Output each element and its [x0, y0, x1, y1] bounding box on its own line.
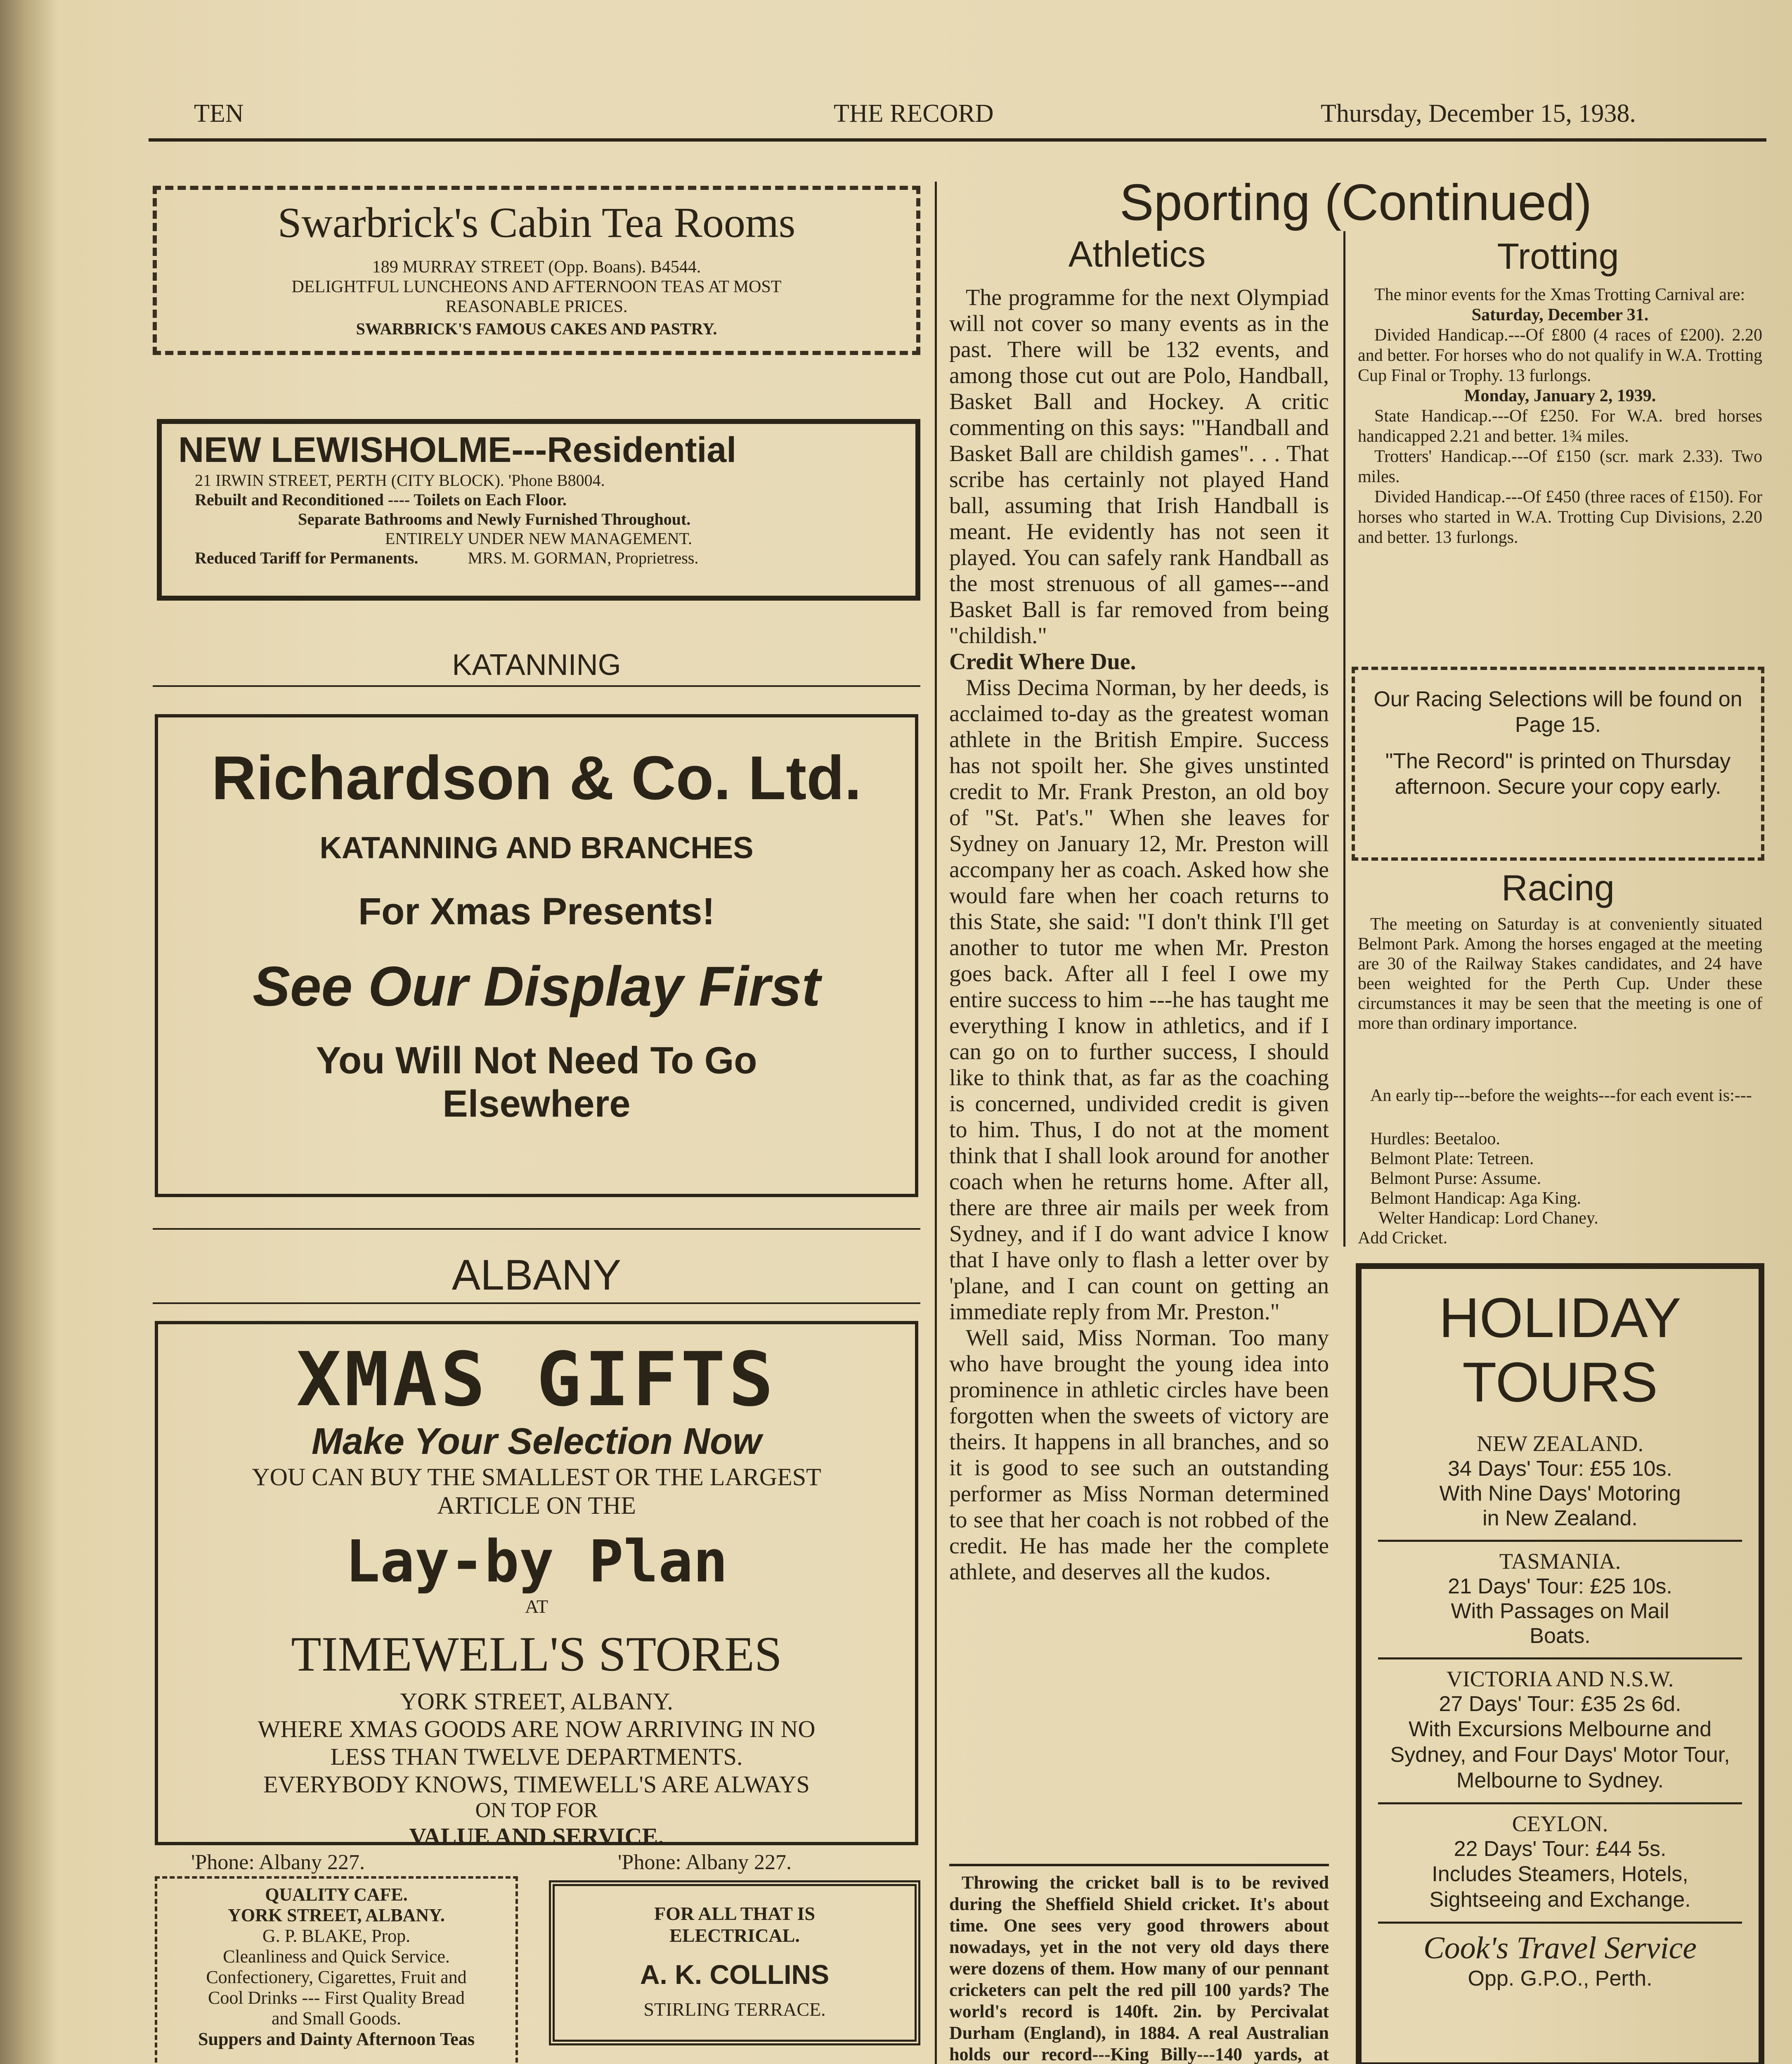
quality-cafe-ad — [155, 1876, 518, 2064]
cricket-paragraph: Throwing the cricket ball is to be revived during the Sheffield Shield cricket. It's about time. One sees very good throwers about nowadays, yet in the not very old days there were dozens of them. How many of our pennant cricketers can pelt the red pill 100 yards? The world's record is 140ft. 2in. by Percivalat Durham (England), in 1884. A real Australian holds our record---King Billy---140 yards, at — [949, 1872, 1329, 2064]
albany-heading: ALBANY — [452, 1251, 622, 1299]
credit-paragraph-1: Miss Decima Norman, by her deeds, is acclaimed to-day as the greatest woman athlete in the British Empire. Success has not spoilt her. She gives unstinted credit to Mr. Frank Preston, an old boy of "St. Pat's." When she leaves for Sydney on January 12, Mr. Preston will accompany her as coach. Asked how she would fare when her coach returns to this State, she said: "I don't think I'll get another to tutor me when Mr. Preston goes back. After all I feel I owe my entire success to him ---he has taught me everything I know in athletics, and if I can go on to further success, I should like to think that, as far as the coaching is concerned, undivided credit is given to him. Thus, I do not at the moment think that I shall look around for another coach when he returns home. After all, there are three air mails per week from Sydney, and if I do want advice I know that I have only to flash a letter over by 'plane, and I can count on getting an immediate reply from Mr. Preston." — [949, 675, 1329, 1325]
richardson-branches: KATANNING AND BRANCHES — [319, 831, 754, 865]
timewell-l4: LESS THAN TWELVE DEPARTMENTS. — [330, 1743, 743, 1770]
holiday-nz: NEW ZEALAND. — [1477, 1431, 1643, 1456]
timewell-l3: WHERE XMAS GOODS ARE NOW ARRIVING IN NO — [258, 1716, 816, 1742]
albany-rule-top — [153, 1228, 920, 1230]
quality-l8: Suppers and Dainty Afternoon Teas — [198, 2029, 475, 2049]
richardson-line1: You Will Not Need To Go — [316, 1039, 757, 1082]
swarbrick-title: Swarbrick's Cabin Tea Rooms — [277, 199, 796, 246]
credit-paragraph-2: Well said, Miss Norman. Too many who have brought the young idea into prominence in athletic circles have been forgotten when the sweets of victory are theirs. It happens in all branches, and so it is good to see such an outstanding performer as Miss Norman determined to see that her coach is not robbed of the credit. He has made her the complete athlete, and deserves all the kudos. — [949, 1325, 1329, 1585]
collins-l1: FOR ALL THAT IS — [654, 1903, 815, 1924]
selections-l2: "The Record" is printed on Thursday afternoon. Secure your copy early. — [1385, 749, 1731, 799]
timewell-line2: ARTICLE ON THE — [437, 1492, 636, 1519]
holiday-ceylon: CEYLON. — [1512, 1811, 1608, 1836]
holiday-vic-1: 27 Days' Tour: £35 2s 6d. — [1439, 1692, 1681, 1716]
holiday-vic: VICTORIA AND N.S.W. — [1446, 1666, 1674, 1691]
holiday-tas-3: Boats. — [1530, 1624, 1591, 1648]
racing-item: Belmont Purse: Assume. — [1370, 1169, 1541, 1188]
collins-l2: ELECTRICAL. — [669, 1925, 800, 1946]
trotting-date-2: Monday, January 2, 1939. — [1464, 386, 1656, 405]
lewisholme-title: NEW LEWISHOLME---Residential — [178, 430, 737, 470]
richardson-ad — [155, 714, 918, 1197]
timewell-layby: Lay-by Plan — [345, 1528, 728, 1595]
quality-l6: Cool Drinks --- First Quality Bread — [208, 1988, 465, 2008]
collins-l3: A. K. COLLINS — [640, 1959, 830, 1990]
holiday-nz-1: 34 Days' Tour: £55 10s. — [1448, 1457, 1672, 1481]
header-rule — [149, 138, 1766, 142]
racing-item: Belmont Handicap: Aga King. — [1370, 1189, 1581, 1208]
racing-item: Belmont Plate: Tetreen. — [1370, 1149, 1534, 1168]
racing-paragraph: The meeting on Saturday is at conveniently situated Belmont Park. Among the horses engaged at the meeting are 30 of the Railway Stakes candidates, and 24 have been weighted for the Perth Cup. Under these circumstances it may be seen that the meeting is one of more than ordinary importance. — [1358, 915, 1762, 1033]
swarbrick-ad — [153, 186, 920, 355]
timewell-street: YORK STREET, ALBANY. — [400, 1688, 673, 1715]
quality-l5: Confectionery, Cigarettes, Fruit and — [206, 1967, 467, 1987]
holiday-ceylon-2: Includes Steamers, Hotels, Sightseeing and Exchange. — [1429, 1862, 1691, 1912]
column-divider-left — [935, 182, 937, 2064]
trotting-event-4: Divided Handicap.---Of £450 (three races of £150). For horses who started in W.A. Trotting Cup Divisions, 2.20 and better. 13 furlongs. — [1358, 488, 1762, 547]
trotting-column — [1358, 285, 1762, 548]
trotting-event-2: State Handicap.---Of £250. For W.A. bred horses handicapped 2.21 and better. 1¾ miles. — [1358, 407, 1762, 446]
credit-heading: Credit Where Due. — [949, 649, 1136, 675]
lewisholme-tariff: Reduced Tariff for Permanents. — [195, 549, 418, 567]
swarbrick-line3: REASONABLE PRICES. — [445, 297, 628, 316]
holiday-ceylon-1: 22 Days' Tour: £44 5s. — [1454, 1837, 1667, 1861]
timewell-l7: VALUE AND SERVICE. — [409, 1823, 664, 1850]
collins-ad — [549, 1880, 920, 2045]
timewell-at: AT — [525, 1596, 548, 1617]
racing-list — [1358, 1129, 1766, 1248]
newspaper-title: THE RECORD — [834, 99, 994, 128]
cricket-rule — [949, 1864, 1329, 1866]
albany-rule-bottom — [153, 1302, 920, 1304]
cooks-travel-service: Cook's Travel Service — [1423, 1931, 1697, 1965]
swarbrick-line2: DELIGHTFUL LUNCHEONS AND AFTERNOON TEAS AT MOST — [291, 277, 782, 296]
holiday-nz-3: in New Zealand. — [1482, 1506, 1638, 1530]
racing-item: Welter Handicap: Lord Chaney. — [1378, 1209, 1598, 1228]
quality-l2: YORK STREET, ALBANY. — [228, 1905, 445, 1925]
richardson-title: Richardson & Co. Ltd. — [211, 743, 862, 812]
timewell-l5: EVERYBODY KNOWS, TIMEWELL'S ARE ALWAYS — [263, 1771, 810, 1798]
katanning-heading: KATANNING — [452, 649, 621, 682]
lewisholme-line3: Separate Bathrooms and Newly Furnished Throughout. — [298, 510, 691, 528]
holiday-tas: TASMANIA. — [1499, 1549, 1621, 1574]
holiday-title-1: HOLIDAY — [1439, 1286, 1681, 1349]
trotting-date-1: Saturday, December 31. — [1471, 305, 1649, 324]
timewell-title: XMAS GIFTS — [296, 1337, 777, 1423]
timewell-ad — [155, 1321, 918, 1874]
swarbrick-address: 189 MURRAY STREET (Opp. Boans). B4544. — [372, 258, 701, 277]
holiday-vic-2: With Excursions Melbourne and Sydney, and Four Days' Motor Tour, Melbourne to Sydney. — [1390, 1717, 1730, 1792]
richardson-line2: Elsewhere — [442, 1083, 631, 1125]
trotting-intro: The minor events for the Xmas Trotting Carnival are: — [1374, 285, 1745, 304]
lewisholme-proprietress: MRS. M. GORMAN, Proprietress. — [468, 549, 699, 567]
quality-l7: and Small Goods. — [271, 2008, 402, 2028]
richardson-display: See Our Display First — [253, 955, 820, 1018]
lewisholme-address: 21 IRWIN STREET, PERTH (CITY BLOCK). 'Phone B8004. — [195, 471, 605, 490]
selections-l1: Our Racing Selections will be found on Page 15. — [1374, 687, 1742, 737]
collins-l4: STIRLING TERRACE. — [643, 1999, 826, 2020]
column-divider-right — [1343, 231, 1345, 1247]
selections-box — [1352, 667, 1764, 861]
timewell-store: TIMEWELL'S STORES — [291, 1626, 782, 1681]
trotting-heading: Trotting — [1497, 236, 1619, 277]
timewell-l6: ON TOP FOR — [475, 1799, 598, 1822]
holiday-tas-1: 21 Days' Tour: £25 10s. — [1448, 1574, 1672, 1598]
racing-heading: Racing — [1501, 867, 1615, 908]
swarbrick-line4: SWARBRICK'S FAMOUS CAKES AND PASTRY. — [356, 320, 717, 338]
timewell-subtitle: Make Your Selection Now — [311, 1421, 762, 1462]
sporting-heading: Sporting (Continued) — [1119, 174, 1592, 231]
racing-item: Add Cricket. — [1358, 1228, 1447, 1247]
katanning-rule — [153, 685, 920, 687]
issue-date: Thursday, December 15, 1938. — [1321, 99, 1636, 128]
racing-tip: An early tip---before the weights---for each event is:--- — [1370, 1086, 1752, 1105]
timewell-phone-right: 'Phone: Albany 227. — [618, 1851, 792, 1874]
richardson-xmas: For Xmas Presents! — [358, 890, 715, 933]
page-number: TEN — [194, 99, 244, 128]
lewisholme-line2: Rebuilt and Reconditioned ---- Toilets on Each Floor. — [195, 490, 567, 509]
holiday-tours-ad — [1356, 1263, 1764, 2064]
trotting-event-3: Trotters' Handicap.---Of £150 (scr. mark 2.33). Two miles. — [1358, 447, 1762, 486]
quality-l4: Cleanliness and Quick Service. — [223, 1946, 450, 1967]
lewisholme-line4: ENTIRELY UNDER NEW MANAGEMENT. — [385, 529, 693, 548]
timewell-phone-left: 'Phone: Albany 227. — [191, 1851, 365, 1874]
quality-l1: QUALITY CAFE. — [265, 1884, 408, 1905]
holiday-nz-2: With Nine Days' Motoring — [1439, 1482, 1681, 1505]
holiday-tas-2: With Passages on Mail — [1451, 1599, 1669, 1623]
athletics-heading: Athletics — [1068, 234, 1206, 275]
athletics-column — [949, 285, 1329, 1585]
cooks-address: Opp. G.P.O., Perth. — [1468, 1967, 1653, 1991]
quality-l3: G. P. BLAKE, Prop. — [262, 1926, 411, 1946]
athletics-paragraph: The programme for the next Olympiad will not cover so many events as in the past. There will be 132 events, and among those cut out are Polo, Handball, Basket Ball and Hockey. A critic commenting on this says: "'Handball and Basket Ball are childish games". . . That scribe has certainly not played Hand ball, assuming that Irish Handball is meant. He evidently has not seen it played. You can safely rank Handball as the most strenuous of all games---and Basket Ball is far removed from being "childish." — [949, 285, 1329, 649]
lewisholme-ad — [157, 419, 920, 601]
holiday-title-2: TOURS — [1462, 1351, 1658, 1413]
trotting-event-1: Divided Handicap.---Of £800 (4 races of £200). 2.20 and better. For horses who do not qualify in W.A. Trotting Cup Final or Trophy. 13 furlongs. — [1358, 326, 1762, 385]
racing-item: Hurdles: Beetaloo. — [1370, 1129, 1500, 1148]
timewell-line1: YOU CAN BUY THE SMALLEST OR THE LARGEST — [252, 1463, 821, 1491]
